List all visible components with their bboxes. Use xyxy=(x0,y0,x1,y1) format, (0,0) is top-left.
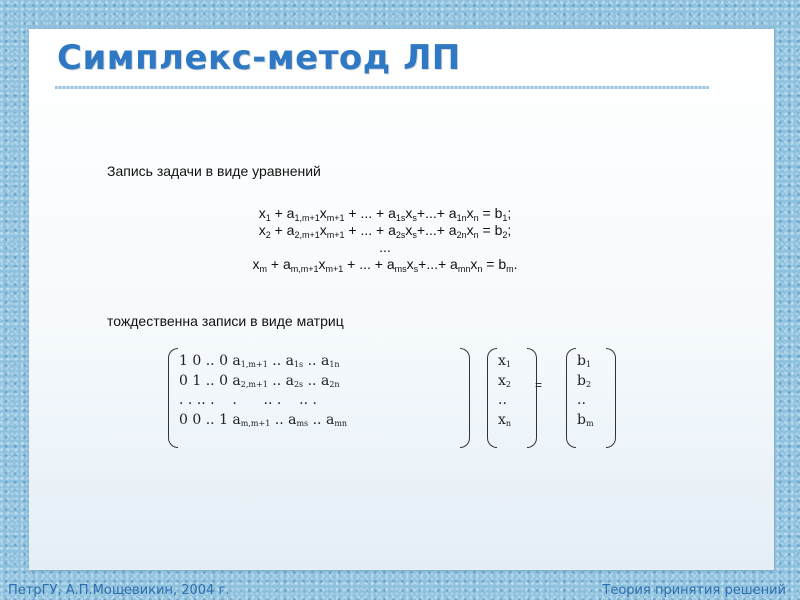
vector-entry: $x_2$ xyxy=(498,372,511,389)
subscript: 1s xyxy=(293,360,304,369)
subscript: n xyxy=(477,264,483,274)
subscript: 2s xyxy=(395,230,406,240)
subscript: ms xyxy=(394,264,407,274)
footer-course: Теория принятия решений xyxy=(602,583,786,598)
subscript: m xyxy=(506,264,514,274)
footer-author: ПетрГУ, А.П.Мощевикин, 2004 г. xyxy=(8,583,230,598)
subscript: 1 xyxy=(265,213,271,223)
x-vector xyxy=(498,348,526,448)
vector-entry: .. xyxy=(577,392,586,408)
left-bracket xyxy=(168,348,178,448)
left-bracket xyxy=(566,348,576,448)
vector-entry: $b_m$ xyxy=(577,411,594,428)
vector-entry: $b_2$ xyxy=(577,372,592,389)
subscript: n xyxy=(473,213,479,223)
coefficient-matrix xyxy=(179,348,459,448)
subscript: 1s xyxy=(395,213,406,223)
subscript: 2n xyxy=(456,230,467,240)
subscript: m xyxy=(585,418,594,428)
subscript: 2 xyxy=(265,230,271,240)
subscript: s xyxy=(412,230,417,240)
subscript: m+1 xyxy=(326,213,345,223)
slide-title: Симплекс-метод ЛП xyxy=(57,38,461,78)
subscript: 2 xyxy=(585,379,592,389)
subscript: 1n xyxy=(329,360,340,369)
subscript: mn xyxy=(334,418,348,428)
right-bracket xyxy=(527,348,537,448)
subscript: 2n xyxy=(329,379,340,389)
matrix-row: 0 1 .. 0 $a_{2,m+1}$ .. $a_{2s}$ .. $a_{2n}$ xyxy=(179,372,340,389)
left-bracket xyxy=(487,348,497,448)
equals-sign: = xyxy=(535,378,543,392)
subscript: 2 xyxy=(505,379,511,389)
subscript: s xyxy=(413,264,419,274)
subscript: m,m+1 xyxy=(240,418,271,428)
subscript: 1 xyxy=(502,213,508,223)
matrix-row: . . .. . . .. . .. . xyxy=(179,392,317,408)
subscript: 1,m+1 xyxy=(294,213,320,223)
subscript: 2 xyxy=(502,230,508,240)
subscript: 1 xyxy=(505,360,511,369)
vector-entry: .. xyxy=(498,392,507,408)
subscript: 2,m+1 xyxy=(294,230,320,240)
right-bracket xyxy=(606,348,616,448)
subscript: 1 xyxy=(585,360,592,369)
subscript: m,m+1 xyxy=(290,264,319,274)
equation-line: $x_2 + a_{2,m+1}x_{m+1}$ + ... + $a_{2s}x_s+...+ a_{2n}x_n = b_2$; xyxy=(258,222,512,240)
subscript: m xyxy=(259,264,267,274)
subscript: n xyxy=(505,418,512,428)
matrix-row: 1 0 .. 0 $a_{1,m+1}$ .. $a_{1s}$ .. $a_{1n}$ xyxy=(179,353,340,369)
equation-system xyxy=(200,205,570,273)
subscript: n xyxy=(473,230,479,240)
equation-line: $x_1 + a_{1,m+1}x_{m+1}$ + ... + $a_{1s}x_s+...+ a_{1n}x_n = b_1$; xyxy=(258,205,512,223)
subscript: s xyxy=(412,213,417,223)
intro-text: Запись задачи в виде уравнений xyxy=(107,163,321,179)
subscript: 2s xyxy=(293,379,304,389)
subscript: m+1 xyxy=(325,264,344,274)
subscript: ms xyxy=(296,418,309,428)
vector-entry: $x_n$ xyxy=(498,411,512,428)
slide-panel xyxy=(29,29,774,570)
right-bracket xyxy=(460,348,470,448)
subscript: 2,m+1 xyxy=(240,379,268,389)
equation-line: ... xyxy=(379,239,391,255)
subscript: 1n xyxy=(456,213,467,223)
vector-entry: $x_1$ xyxy=(498,353,511,369)
subscript: mn xyxy=(457,264,471,274)
matrix-row: 0 0 .. 1 $a_{m,m+1}$ .. $a_{ms}$ .. $a_{mn}$ xyxy=(179,411,348,428)
equation-line: $x_m + a_{m,m+1}x_{m+1}$ + ... + $a_{ms}x_s+...+ a_{mn}x_n = b_m$. xyxy=(252,256,518,274)
title-underline xyxy=(55,86,709,89)
subscript: 1,m+1 xyxy=(240,360,268,369)
vector-entry: $b_1$ xyxy=(577,353,592,369)
subscript: m+1 xyxy=(326,230,345,240)
b-vector xyxy=(577,348,605,448)
outro-text: тождественна записи в виде матриц xyxy=(107,313,344,329)
